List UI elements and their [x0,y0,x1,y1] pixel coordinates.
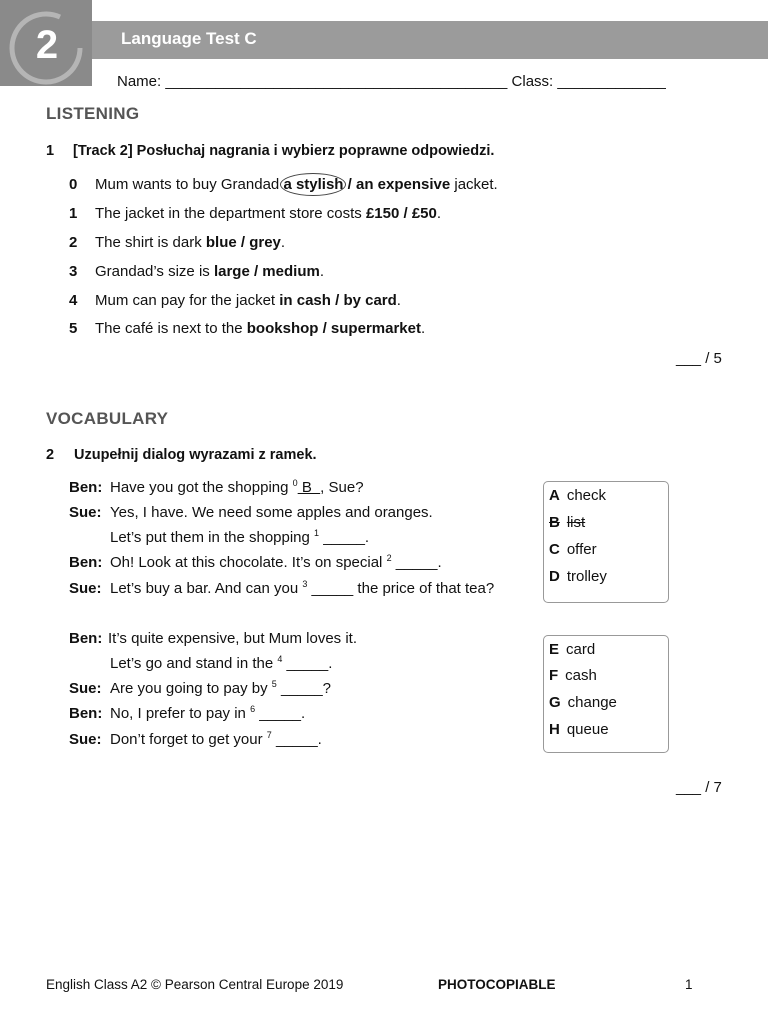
word-option [549,721,609,738]
item-text [95,234,285,251]
unit-number: 2 [35,23,59,67]
word-letter: H [549,721,560,738]
dialog-line [69,504,433,521]
answer-options[interactable]: blue / grey [205,234,281,251]
item-sentence-end: . [319,263,324,280]
item-number: 3 [69,263,78,280]
task-2-number: 2 [46,447,55,463]
answer-options[interactable]: in cash / by card [279,292,397,309]
gap-number: 7 [266,730,272,740]
speaker-name: Sue: [69,580,102,597]
word-text: queue [566,721,609,738]
dialog-text: Don’t forget to get your [110,731,267,748]
item-sentence-end: . [396,292,401,309]
word-text: trolley [566,568,607,585]
item-sentence: Mum wants to buy Grandad [95,176,284,193]
gap-number: 5 [271,679,277,689]
word-letter: E [549,641,560,658]
item-text [95,205,441,222]
item-text [95,176,498,193]
answer-options[interactable]: £150 / £50 [365,205,437,222]
gap-answer: B [297,479,321,496]
circled-answer: a stylish [283,176,344,193]
speaker-name: Sue: [69,680,102,697]
task-1-instruction: [Track 2] Posłuchaj nagrania i wybierz poprawne odpowiedzi. [73,143,495,159]
word-text: offer [566,541,597,558]
word-text: cash [565,667,597,684]
dialog-text: Are you going to pay by [110,680,272,697]
item-sentence: Grandad’s size is [95,263,214,280]
word-option [549,694,617,711]
speaker-name: Ben: [69,705,103,722]
name-class-line: Name: _________________________________________ Class: _____________ [117,73,666,90]
item-sentence-end: . [436,205,442,222]
word-letter: F [549,667,559,684]
gap-number: 1 [314,528,320,538]
item-sentence-end: jacket. [450,176,498,193]
answer-options[interactable]: large / medium [213,263,320,280]
item-sentence-end: . [420,320,426,337]
answer-options[interactable]: / an expensive [343,176,451,193]
dialog-line [69,705,305,722]
dialog-text: Let’s go and stand in the [110,655,278,672]
gap-number: 4 [277,654,283,664]
dialog-text: Oh! Look at this chocolate. It’s on special [110,554,387,571]
dialog-text: Yes, I have. We need some apples and oranges. [110,504,433,521]
word-letter: G [549,694,561,711]
answer-gap: , Sue? [320,479,364,496]
listening-heading: LISTENING [46,104,140,123]
footer-page-number: 1 [685,977,693,992]
word-text: list [566,514,586,531]
item-number: 2 [69,234,78,251]
speaker-name: Ben: [69,479,103,496]
dialog-text: No, I prefer to pay in [110,705,251,722]
item-text [95,292,401,309]
word-option [549,568,607,585]
listening-item [69,205,719,225]
task-2-instruction: Uzupełnij dialog wyrazami z ramek. [74,447,317,463]
task-1-number: 1 [46,143,55,159]
answer-gap[interactable]: _____? [276,680,332,697]
answer-gap[interactable]: _____. [255,705,306,722]
dialog-line [110,655,332,672]
word-letter: A [549,487,560,504]
word-option [549,641,595,658]
item-number: 0 [69,176,78,193]
item-sentence: Mum can pay for the jacket [95,292,280,309]
item-sentence: The café is next to the [95,320,247,337]
word-text: card [566,641,596,658]
item-number: 1 [69,205,78,222]
item-sentence: The jacket in the department store costs [95,205,366,222]
speaker-name: Ben: [69,554,103,571]
unit-badge [0,0,92,86]
unit-circle-icon [0,0,92,86]
word-option [549,487,606,504]
footer-photocopiable: PHOTOCOPIABLE [438,977,556,992]
listening-item [69,320,719,340]
item-text [95,263,324,280]
word-letter: B [549,514,560,531]
test-title: Language Test C [121,29,257,48]
speaker-name: Sue: [69,504,102,521]
dialog-text: Let’s put them in the shopping [110,529,315,546]
word-text: change [567,694,617,711]
answer-gap[interactable]: _____. [282,655,333,672]
answer-gap[interactable]: _____. [391,554,442,571]
item-number: 5 [69,320,78,337]
item-sentence: The shirt is dark [95,234,206,251]
vocabulary-score: ___ / 7 [676,779,722,796]
dialog-text: Have you got the shopping [110,479,293,496]
answer-options[interactable]: bookshop / supermarket [246,320,421,337]
answer-gap[interactable]: _____. [319,529,370,546]
listening-item [69,263,719,283]
listening-item [69,292,719,312]
dialog-line [69,680,331,697]
gap-number: 6 [250,704,256,714]
speaker-name: Sue: [69,731,102,748]
dialog-text: Let’s buy a bar. And can you [110,580,303,597]
dialog-line [69,731,322,748]
gap-number: 2 [386,553,392,563]
answer-gap[interactable]: _____ the price of that tea? [307,580,495,597]
dialog-line [69,580,494,597]
word-option [549,514,585,531]
footer-copyright: English Class A2 © Pearson Central Europe 2019 [46,977,344,992]
word-letter: C [549,541,560,558]
word-box-2 [543,635,669,753]
item-number: 4 [69,292,78,309]
dialog-line [69,479,364,496]
item-sentence-end: . [280,234,286,251]
word-box-1 [543,481,669,603]
word-option [549,667,597,684]
answer-gap[interactable]: _____. [271,731,322,748]
item-text [95,320,425,337]
speaker-name: Ben: [69,630,103,647]
word-letter: D [549,568,560,585]
listening-item [69,176,719,196]
dialog-line [69,554,442,571]
gap-number: 0 [292,478,298,488]
dialog-line [69,630,357,647]
gap-number: 3 [302,579,308,589]
listening-item [69,234,719,254]
vocabulary-heading: VOCABULARY [46,409,169,428]
dialog-line [110,529,369,546]
word-text: check [566,487,607,504]
dialog-text: It’s quite expensive, but Mum loves it. [108,630,358,647]
listening-score: ___ / 5 [676,350,722,367]
word-option [549,541,597,558]
